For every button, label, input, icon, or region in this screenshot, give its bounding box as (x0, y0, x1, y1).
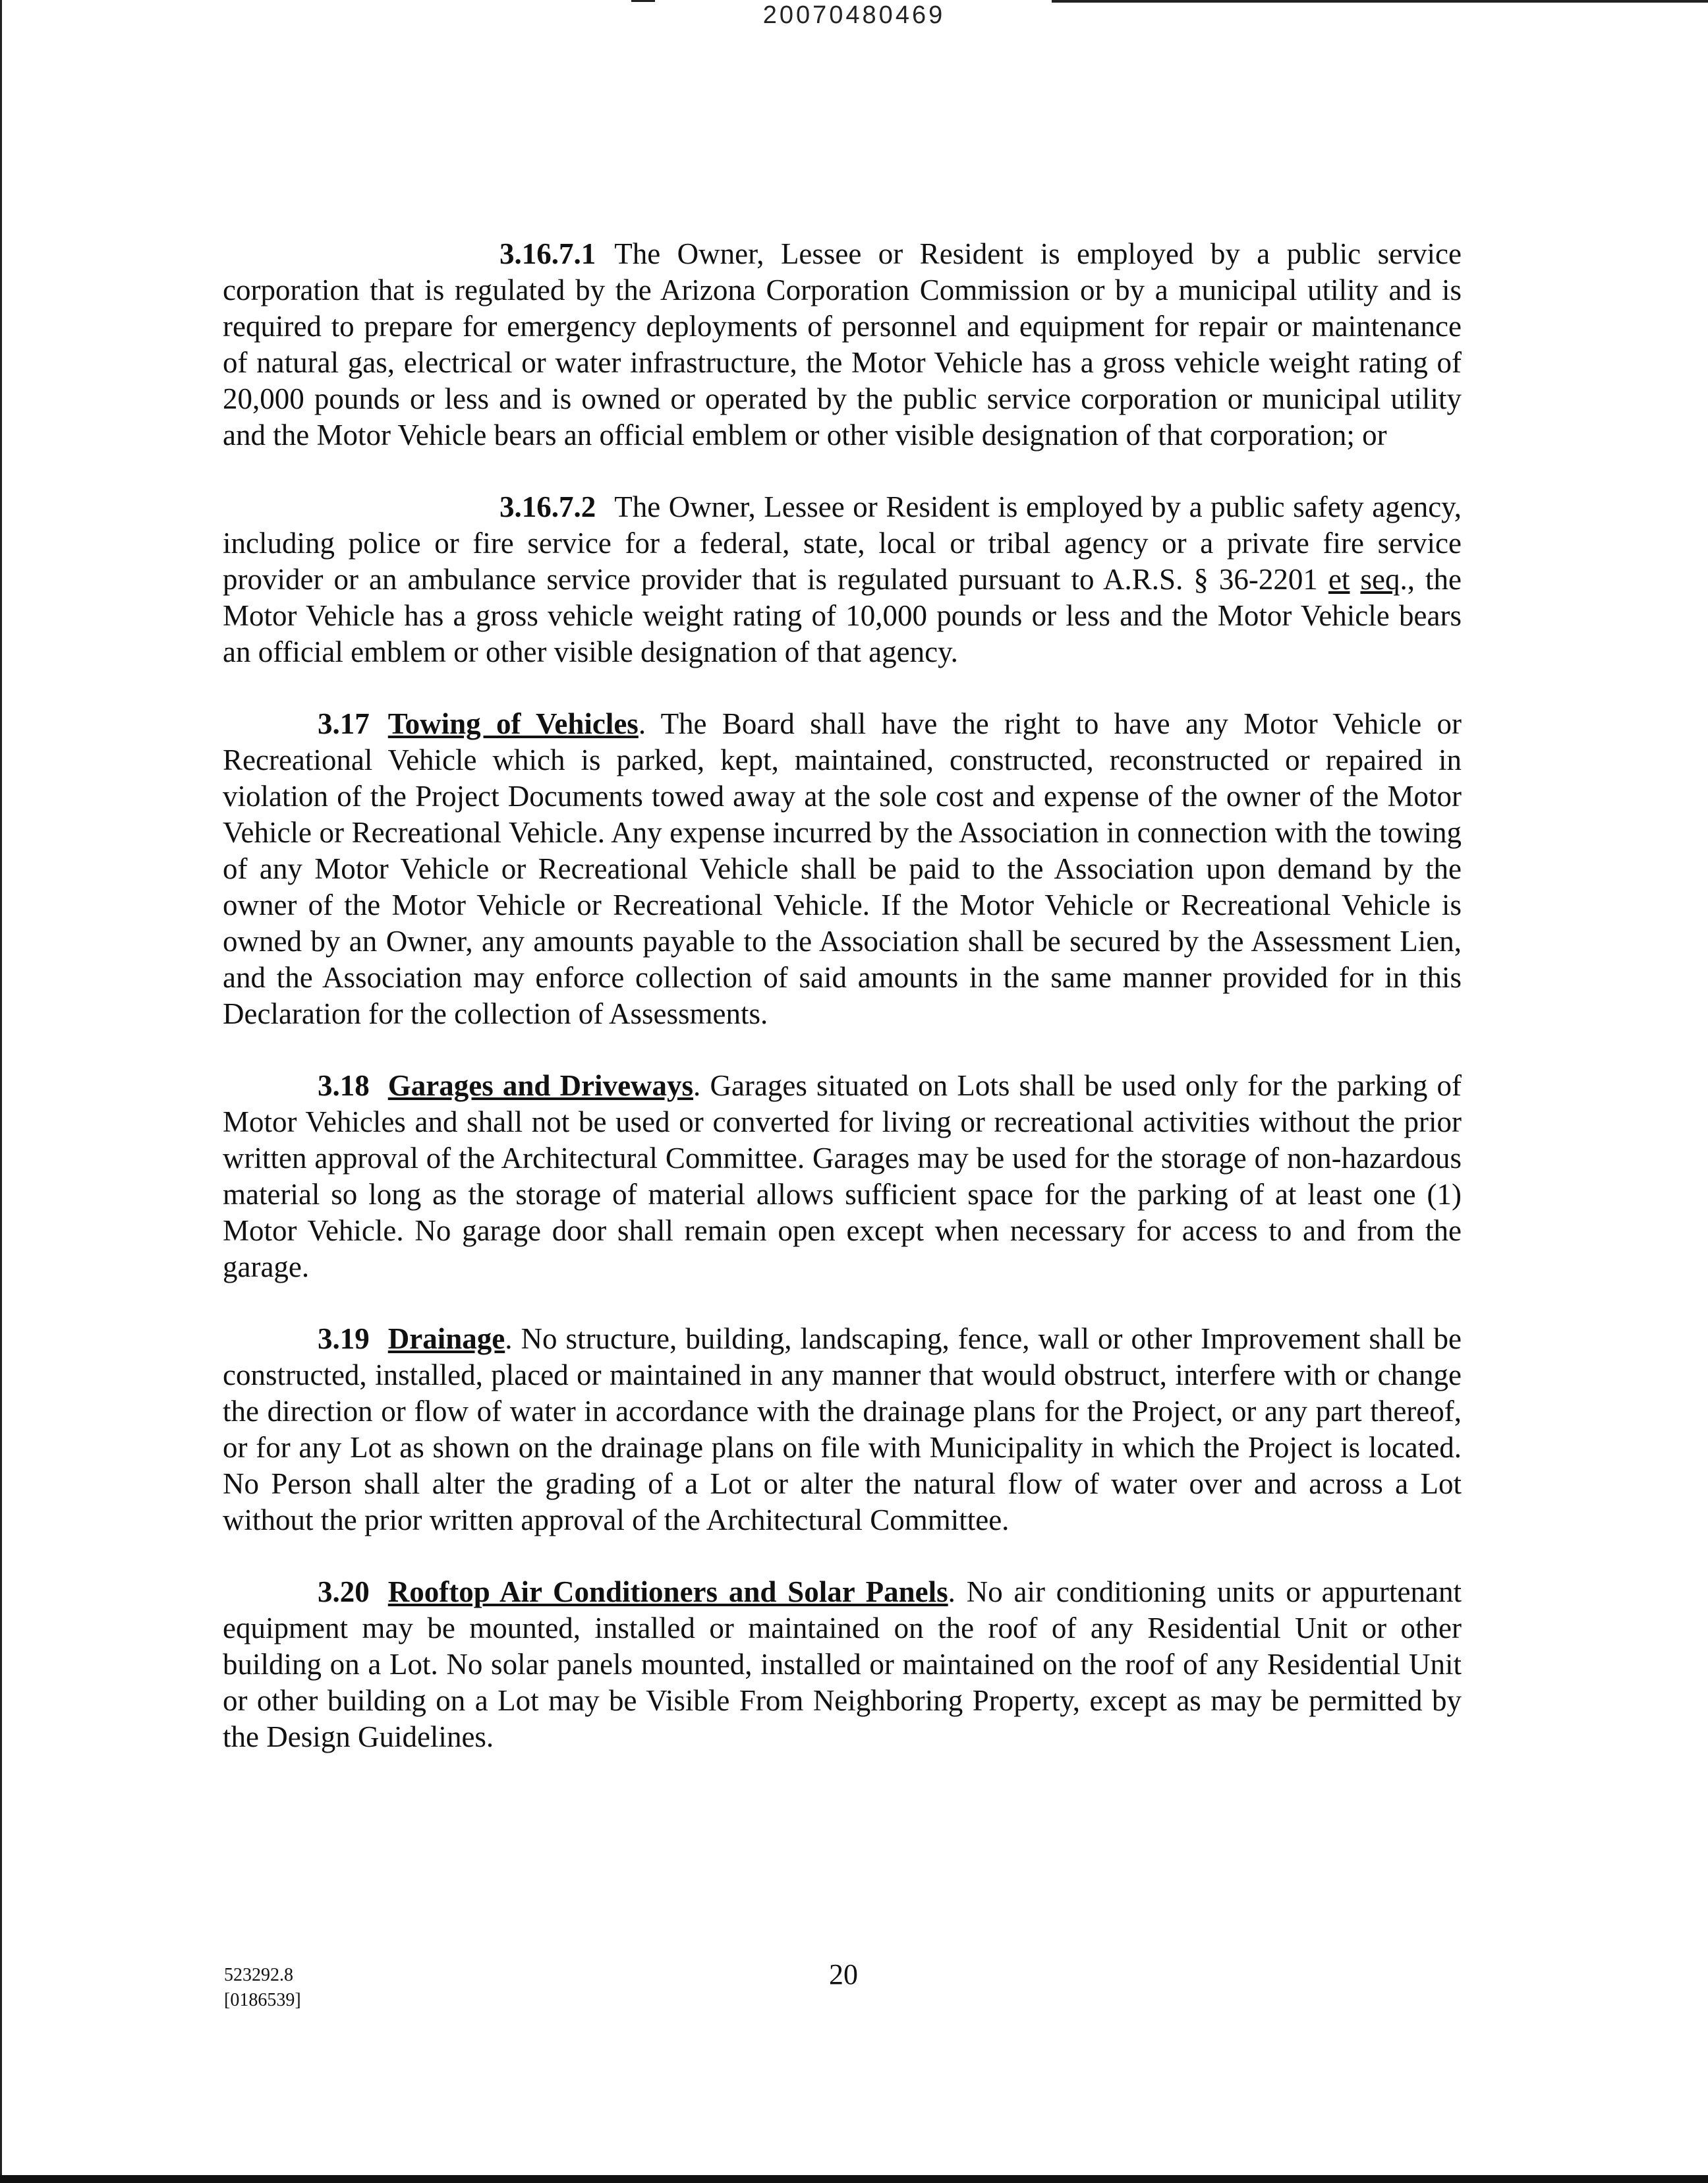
footer-id-line-1: 523292.8 (224, 1965, 293, 1985)
document-body (223, 236, 1462, 1791)
section-text: . No air conditioning units or appurtenant equipment may be mounted, installed or maintained on the roof of any Residential Unit or other building on a Lot. No solar panels mounted, installed or maintained on the roof of any Residential Unit or other building on a Lot may be Visible From Neighboring Property, except as may be permitted by the Design Guidelines. (223, 1575, 1462, 1753)
section-3-16-7-1 (223, 236, 1462, 453)
section-heading: Towing of Vehicles (387, 707, 639, 740)
section-heading: Drainage (387, 1322, 505, 1355)
footer-document-id (224, 1963, 301, 2013)
scan-bottom-edge (0, 2175, 1708, 2183)
section-3-19 (223, 1321, 1462, 1538)
section-3-17 (223, 706, 1462, 1032)
section-number: 3.20 (318, 1575, 370, 1608)
scan-left-edge (0, 0, 2, 2183)
section-heading: Rooftop Air Conditioners and Solar Panels (387, 1575, 948, 1608)
section-text: . No structure, building, landscaping, fence, wall or other Improvement shall be constructed, installed, placed or maintained in any manner that would obstruct, interfere with or change the direction or flow of water in accordance with the drainage plans for the Project, or any part thereof, or for any Lot as shown on the drainage plans on file with Municipality in which the Project is located. No Person shall alter the grading of a Lot or alter the natural flow of water over and across a Lot without the prior written approval of the Architectural Committee. (223, 1322, 1462, 1536)
section-text: The Owner, Lessee or Resident is employed by a public service corporation that is regulated by the Arizona Corporation Commission or by a municipal utility and is required to prepare for emergency deployments of personnel and equipment for repair or maintenance of natural gas, electrical or water infrastructure, the Motor Vehicle has a gross vehicle weight rating of 20,000 pounds or less and is owned or operated by the public service corporation or municipal utility and the Motor Vehicle bears an official emblem or other visible designation of that corporation; or (223, 237, 1462, 451)
section-3-18 (223, 1068, 1462, 1285)
section-text: The Owner, Lessee or Resident is employed by a public safety agency, including police or fire service for a federal, state, local or tribal agency or a private fire service provider or an ambulance service provider that is regulated pursuant to A.R.S. § 36-2201 (223, 490, 1462, 596)
page-number: 20 (829, 1958, 858, 1991)
seq-underlined: seq (1360, 563, 1400, 596)
section-number: 3.18 (318, 1069, 370, 1102)
section-3-16-7-2 (223, 489, 1462, 670)
section-text: . Garages situated on Lots shall be used only for the parking of Motor Vehicles and shall not be used or converted for living or recreational activities without the prior written approval of the Architectural Committee. Garages may be used for the storage of non-hazardous material so long as the storage of material allows sufficient space for the parking of at least one (1) Motor Vehicle. No garage door shall remain open except when necessary for access to and from the garage. (223, 1069, 1462, 1283)
section-number: 3.16.7.2 (499, 490, 596, 523)
section-text-cont: ., the Motor Vehicle has a gross vehicle weight rating of 10,000 pounds or less and the Motor Vehicle bears an official emblem or other visible designation of that agency. (223, 563, 1462, 668)
section-heading: Garages and Driveways (387, 1069, 694, 1102)
footer-id-line-2: [0186539] (224, 1990, 301, 2010)
section-3-20 (223, 1574, 1462, 1755)
recording-number: 20070480469 (762, 1, 946, 29)
et-underlined: et (1328, 563, 1350, 596)
section-text: . The Board shall have the right to have any Motor Vehicle or Recreational Vehicle which is parked, kept, maintained, constructed, reconstructed or repaired in violation of the Project Documents towed away at the sole cost and expense of the owner of the Motor Vehicle or Recreational Vehicle. Any expense incurred by the Association in connection with the towing of any Motor Vehicle or Recreational Vehicle shall be paid to the Association upon demand by the owner of the Motor Vehicle or Recreational Vehicle. If the Motor Vehicle or Recreational Vehicle is owned by an Owner, any amounts payable to the Association shall be secured by the Assessment Lien, and the Association may enforce collection of said amounts in the same manner provided for in this Declaration for the collection of Assessments. (223, 707, 1462, 1030)
section-number: 3.19 (318, 1322, 370, 1355)
section-number: 3.17 (318, 707, 370, 740)
section-number: 3.16.7.1 (499, 237, 596, 270)
